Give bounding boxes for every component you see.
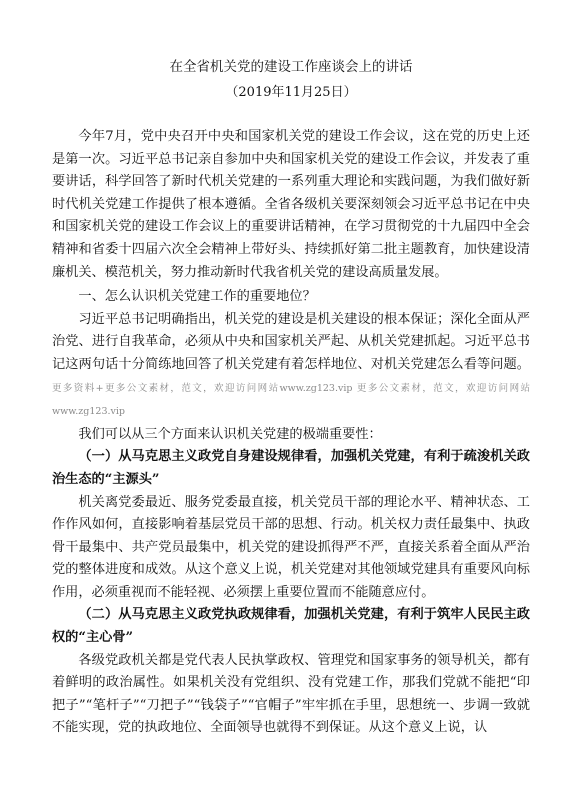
subheading-2: （二）从马克思主义政党执政规律看，加强机关党建，有利于筑牢人民民主政权的“主心骨” (52, 607, 530, 646)
paragraph-section-1 (52, 309, 530, 424)
paragraph-subsection-1: 机关离党委最近、服务党委最直接，机关党员干部的理论水平、精神状态、工作作风如何，直接影响着基层党员干部的思想、行动。机关权力责任最集中、执政骨干最集中、共产党员最集中，机关党的建设抓得严不严，直接关系着全面从严治党的整体进度和成效。从这个意义上说，机关党建对其他领域党建具有重要风向标作用，必须重视而不能轻视、必须摆上重要位置而不能随意应付。 (52, 494, 530, 600)
paragraph-intro: 今年7月，党中央召开中央和国家机关党的建设工作会议，这在党的历史上还是第一次。习近平总书记亲自参加中央和国家机关党的建设工作会议，并发表了重要讲话，科学回答了新时代机关党建的一系列重大理论和实践问题，为我们做好新时代机关党建工作提供了根本遵循。全省各级机关要深刻领会习近平总书记在中央和国家机关党的建设工作会议上的重要讲话精神，在学习贯彻党的十九届四中全会精神和省委十四届六次全会精神上带好头、持续抓好第二批主题教育，加快建设清廉机关、模范机关，努力推动新时代我省机关党的建设高质量发展。 (52, 129, 530, 280)
watermark-ad-text: 更多资料+更多公文素材，范文，欢迎访问网站www.zg123.vip 更多公文素材，范文，欢迎访问网站www.zg123.vip (52, 382, 530, 418)
document-date: （2019年11月25日） (225, 85, 357, 100)
section-heading-1: 一、怎么认识机关党建工作的重要地位？ (78, 289, 316, 305)
document-title: 在全省机关党的建设工作座谈会上的讲话 (169, 59, 413, 75)
paragraph-section-1-text: 习近平总书记明确指出，机关党的建设是机关建设的根本保证；深化全面从严治党、进行自我革命，必须从中央和国家机关严起、从机关党建抓起。习近平总书记这两句话十分简练地回答了机关党建有着怎样地位、对机关党建怎么看等问题。 (52, 311, 530, 372)
paragraph-three-aspects: 我们可以从三个方面来认识机关党建的极端重要性： (78, 426, 382, 442)
paragraph-subsection-2: 各级党政机关都是党代表人民执掌政权、管理党和国家事务的领导机关，都有着鲜明的政治属性。如果机关没有党组织、没有党建工作，那我们党就不能把“印把子”“笔杆子”“刀把子”“钱袋子”“官帽子”牢牢抓在手里，思想统一、步调一致就不能实现，党的执政地位、全面领导也就得不到保证。从这个意义上说，认 (52, 652, 530, 736)
subheading-1: （一）从马克思主义政党自身建设规律看，加强机关党建，有利于疏浚机关政治生态的“主源头” (52, 449, 530, 487)
